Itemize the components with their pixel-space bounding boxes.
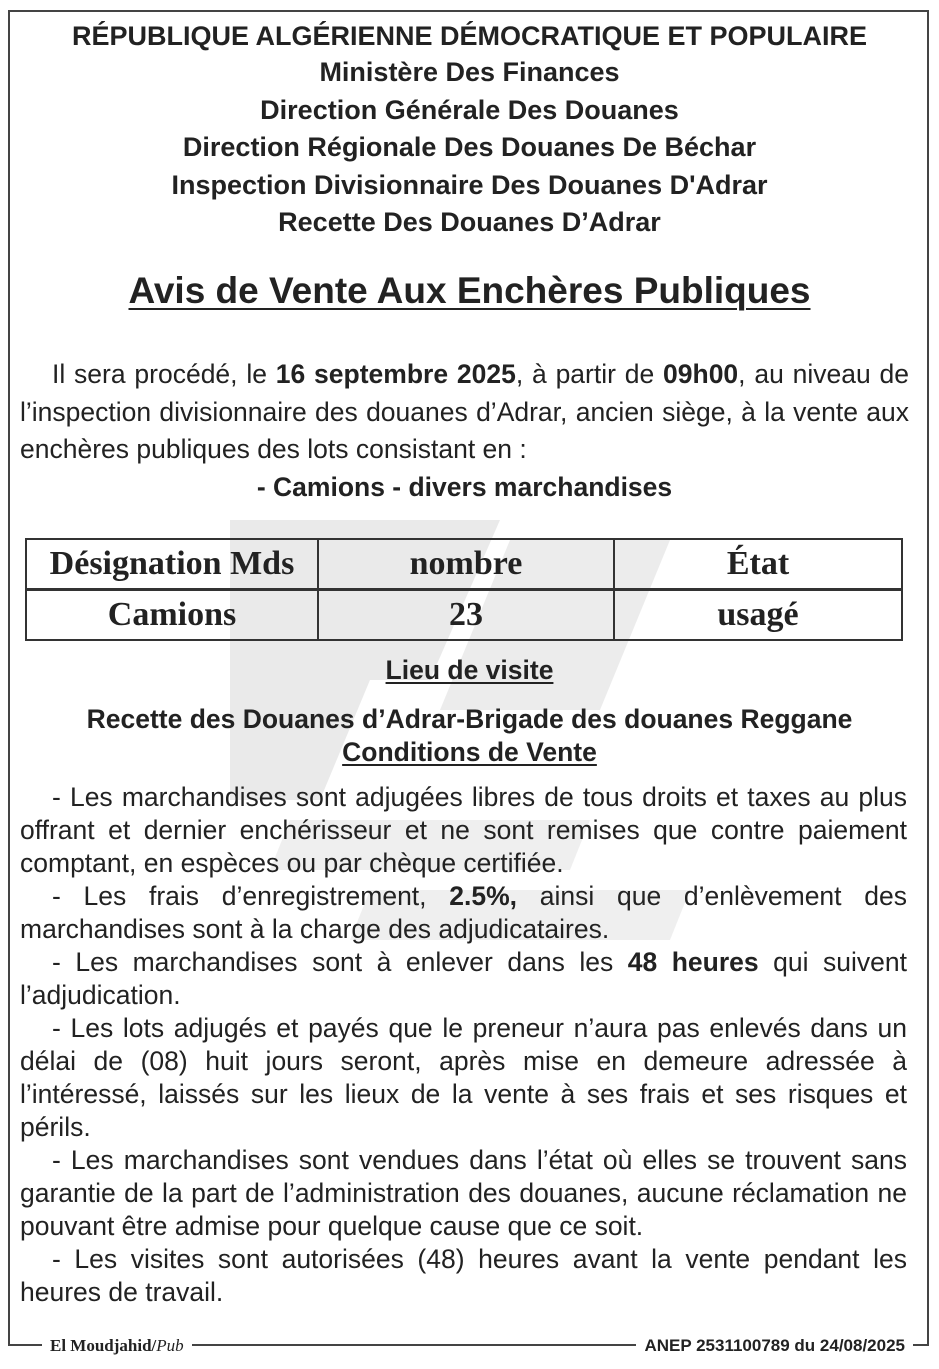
header-line-ministry: Ministère Des Finances xyxy=(319,57,620,87)
table-cell: 23 xyxy=(318,590,614,641)
sale-time: 09h00 xyxy=(663,359,739,389)
condition-text: - Les marchandises sont à enlever dans les xyxy=(52,947,628,977)
removal-deadline: 48 heures xyxy=(627,947,759,977)
registration-fee: 2.5%, xyxy=(449,881,518,911)
condition-item xyxy=(20,946,907,1012)
table-cell: usagé xyxy=(614,590,902,641)
footer-pub: Pub xyxy=(156,1336,184,1355)
condition-item xyxy=(20,880,907,946)
condition-text: qui suivent l’adjudication. xyxy=(20,947,908,1010)
header-line-inspection: Inspection Divisionnaire Des Douanes D'Adrar xyxy=(171,169,768,200)
intro-section xyxy=(20,356,909,506)
footer-newspaper: El Moudjahid/ xyxy=(50,1336,157,1355)
sale-date: 16 septembre 2025 xyxy=(275,359,516,389)
intro-text-1: Il sera procédé, le xyxy=(52,359,276,389)
intro-paragraph xyxy=(20,356,909,469)
page-title: Avis de Vente Aux Enchères Publiques xyxy=(128,270,811,311)
header-line-republic: RÉPUBLIQUE ALGÉRIENNE DÉMOCRATIQUE ET POPULAIRE xyxy=(71,21,868,51)
conditions-section xyxy=(20,781,907,1309)
footer-anep-reference: ANEP 2531100789 du 24/08/2025 xyxy=(636,1336,913,1356)
condition-item: - Les marchandises sont adjugées libres de tous droits et taxes au plus offrant et dernier enchérisseur et ne sont remises que contre paiement comptant, en espèces ou par chèque certifiée. xyxy=(20,782,907,878)
condition-text: ainsi que d’enlèvement des marchandises sont à la charge des adjudicataires. xyxy=(20,881,907,944)
condition-item: - Les lots adjugés et payés que le preneur n’aura pas enlevés dans un délai de (08) huit jours seront, après mise en demeure adressée à l’intéressé, laissés sur les lieux de la vente à ses frais et ses risques et périls. xyxy=(20,1013,907,1142)
conditions-heading: Conditions de Vente xyxy=(342,737,597,767)
condition-item: - Les marchandises sont vendues dans l’état où elles se trouvent sans garantie de la part de l’administration des douanes, aucune réclamation ne pouvant être admise pour quelque cause que ce soit. xyxy=(20,1145,907,1241)
header-line-general-direction: Direction Générale Des Douanes xyxy=(260,94,679,125)
visit-place: Recette des Douanes d’Adrar-Brigade des douanes Reggane xyxy=(86,704,853,734)
intro-text-2: , à partir de xyxy=(515,359,664,389)
table-row xyxy=(26,590,902,641)
intro-text-3: , au niveau de l’inspection divisionnaire des douanes d’Adrar, ancien siège, à la vente aux enchères publiques des lots consistant en : xyxy=(20,359,909,464)
header-line-regional-direction: Direction Régionale Des Douanes De Béchar xyxy=(182,132,757,162)
footer xyxy=(0,1336,939,1358)
lots-summary: - Camions - divers marchandises xyxy=(256,471,673,502)
table-header-cell: nombre xyxy=(318,539,614,590)
visit-heading: Lieu de visite xyxy=(385,655,554,685)
condition-text: - Les frais d’enregistrement, xyxy=(52,881,450,911)
table-cell: Camions xyxy=(26,590,318,641)
lots-table xyxy=(25,538,903,641)
condition-item: - Les visites sont autorisées (48) heures avant la vente pendant les heures de travail. xyxy=(20,1244,907,1307)
table-header-cell: Désignation Mds xyxy=(26,539,318,590)
visit-section xyxy=(0,654,939,769)
footer-source xyxy=(42,1336,192,1356)
table-header-cell: État xyxy=(614,539,902,590)
header xyxy=(0,18,939,242)
table-header-row xyxy=(26,539,902,590)
header-line-recette: Recette Des Douanes D’Adrar xyxy=(278,207,661,237)
